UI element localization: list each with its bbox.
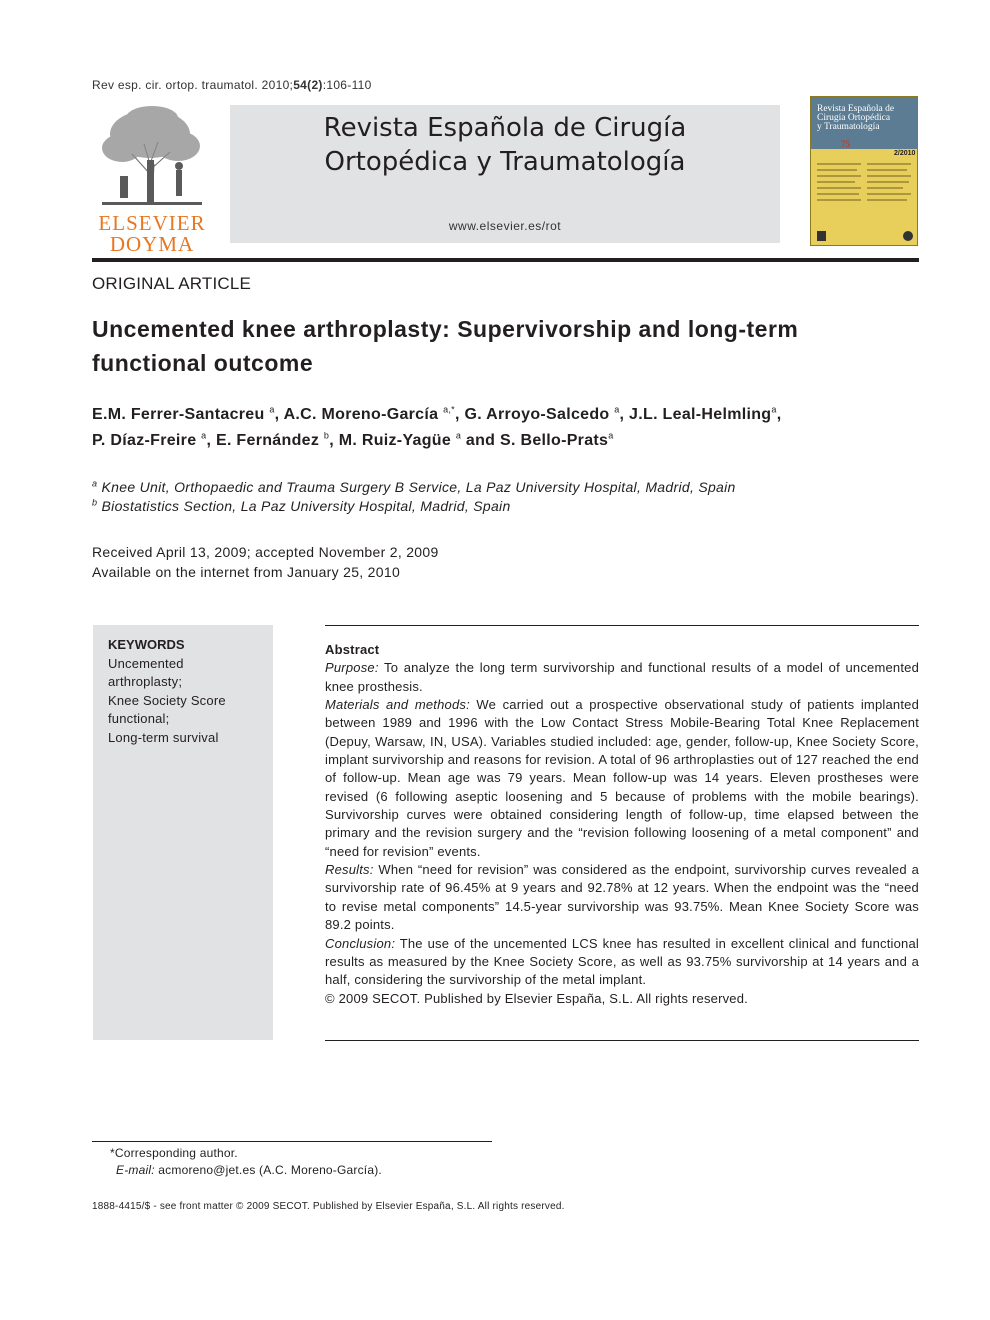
- affiliation-a: $^a$ Knee Unit, Orthopaedic and Trauma Surgery B Service, La Paz University Hospital, Madrid, Spain: [92, 478, 736, 495]
- journal-title-line1: Revista Española de Cirugía: [323, 113, 687, 143]
- author-affiliation-mark: b: [323, 430, 330, 441]
- citation-volume-issue: 54(2): [293, 78, 323, 92]
- author-name: A.C. Moreno-García: [283, 406, 439, 423]
- logo-doyma-text: DOYMA: [109, 232, 195, 256]
- author-affiliation-mark: a: [771, 404, 777, 415]
- keyword-item: Uncemented arthroplasty;: [108, 656, 184, 690]
- cover-title: Revista Española de Cirugía Ortopédica y Traumatología: [817, 104, 895, 132]
- front-matter-line: 1888-4415/$ - see front matter © 2009 SECOT. Published by Elsevier España, S.L. All rights reserved.: [92, 1201, 565, 1212]
- abstract-copyright: © 2009 SECOT. Published by Elsevier España, S.L. All rights reserved.: [325, 990, 748, 1006]
- author-connector: and: [465, 432, 496, 449]
- corresponding-author-note: *Corresponding author.: [110, 1146, 238, 1160]
- tree-icon: [92, 104, 212, 208]
- email-note: E-mail: acmoreno@jet.es (A.C. Moreno-García).: [116, 1163, 382, 1177]
- abstract-heading: Abstract: [325, 642, 380, 657]
- author-affiliation-mark: a: [269, 404, 275, 415]
- journal-title: [230, 111, 780, 179]
- abstract-top-rule: [325, 625, 919, 626]
- received-date: Received April 13, 2009; accepted November 2, 2009: [92, 544, 439, 560]
- email-link[interactable]: acmoreno@jet.es (A.C. Moreno-García).: [158, 1163, 382, 1177]
- author-affiliation-mark: a: [614, 404, 620, 415]
- journal-url[interactable]: www.elsevier.es/rot: [448, 219, 562, 233]
- keywords-heading: KEYWORDS: [108, 637, 185, 652]
- author-affiliation-mark: a,*: [443, 404, 455, 415]
- citation-pages: :106-110: [322, 78, 372, 92]
- article-title: Uncemented knee arthroplasty: Supervivorship and long-term functional outcome: [92, 316, 799, 376]
- author-name: M. Ruiz-Yagüe: [338, 432, 452, 449]
- journal-cover-thumbnail: [810, 96, 918, 246]
- citation-journal: Rev esp. cir. ortop. traumatol. 2010;: [92, 78, 294, 92]
- logo-elsevier-text: ELSEVIER: [98, 211, 206, 235]
- cover-issue-number: 2/2010: [894, 150, 916, 157]
- author-name: P. Díaz-Freire: [92, 432, 197, 449]
- author-name: E. Fernández: [215, 432, 320, 449]
- journal-citation: [92, 78, 372, 92]
- keywords-list: [108, 655, 268, 747]
- header-divider: [92, 258, 919, 262]
- footnote-rule: [92, 1141, 492, 1142]
- abstract-conclusion: Conclusion: The use of the uncemented LCS knee has resulted in excellent clinical and functional results as measured by the Knee Society Score, as well as 93.75% survivorship at 14 years and a half, considering the survivorship of the metal implant.: [325, 935, 919, 988]
- keywords-box: [93, 625, 273, 1040]
- author-affiliation-mark: a: [201, 430, 207, 441]
- keyword-item: Long-term survival: [108, 729, 219, 745]
- abstract: [325, 641, 919, 1008]
- keyword-item: Knee Society Score functional;: [108, 692, 226, 727]
- cover-logos-icon: [817, 231, 913, 243]
- author-name: J.L. Leal-Helmling: [629, 406, 772, 423]
- author-name: G. Arroyo-Salcedo: [464, 406, 610, 423]
- abstract-purpose: Purpose: To analyze the long term survivorship and functional results of a model of uncemented knee prosthesis.: [325, 660, 920, 694]
- article-type: ORIGINAL ARTICLE: [92, 274, 252, 293]
- cover-anniversary-badge: 75: [841, 139, 850, 149]
- elsevier-doyma-logo: [92, 104, 212, 256]
- abstract-methods: Materials and methods: We carried out a prospective observational study of patients implanted between 1989 and 1996 with the Low Contact Stress Mobile-Bearing Total Knee Replacement (Depuy, Warsaw, IN, USA). Variables studied included: age, gender, follow-up, Knee Society Score, implant survivorship and reasons for revision. A total of 96 arthroplasties out of 127 reached the end of follow-up. Mean age was 79 years. Mean follow-up was 14 years. Eleven prostheses were revised (6 following aseptic loosening and 5 because of problems with the mobile bearings). Survivorship curves were obtained considering length of follow-up, time elapsed between the primary and the revision surgery and the “revision following loosening of a metal component” and “need for revision” events.: [325, 697, 919, 859]
- abstract-results: Results: When “need for revision” was considered as the endpoint, survivorship curves revealed a survivorship rate of 96.45% at 9 years and 92.78% at 12 years. When the endpoint was the “need to revise metal components” 14.5-year survivorship was 93.75%. Mean Knee Society Score was 89.2 points.: [325, 862, 920, 933]
- author-affiliation-mark: a: [455, 430, 462, 441]
- author-name: E.M. Ferrer-Santacreu: [92, 406, 265, 423]
- author-affiliation-mark: a: [608, 430, 614, 441]
- author-list: E.M. Ferrer-Santacreu $^a$, A.C. Moreno-García $^{a,*}$, G. Arroyo-Salcedo $^a$, J.L. Leal-Helmling$^a$, P. Díaz-Freire $^a$, E. Fernández $^b$, M. Ruiz-Yagüe $^a$ and S. Bello-Prats$^a$: [92, 404, 782, 449]
- available-date: Available on the internet from January 25, 2010: [92, 564, 401, 580]
- journal-masthead: [230, 105, 780, 243]
- author-name: S. Bello-Prats: [500, 432, 609, 449]
- abstract-bottom-rule: [325, 1040, 919, 1041]
- journal-title-line2: Ortopédica y Traumatología: [324, 147, 686, 177]
- affiliation-b: $^b$ Biostatistics Section, La Paz University Hospital, Madrid, Spain: [92, 497, 511, 514]
